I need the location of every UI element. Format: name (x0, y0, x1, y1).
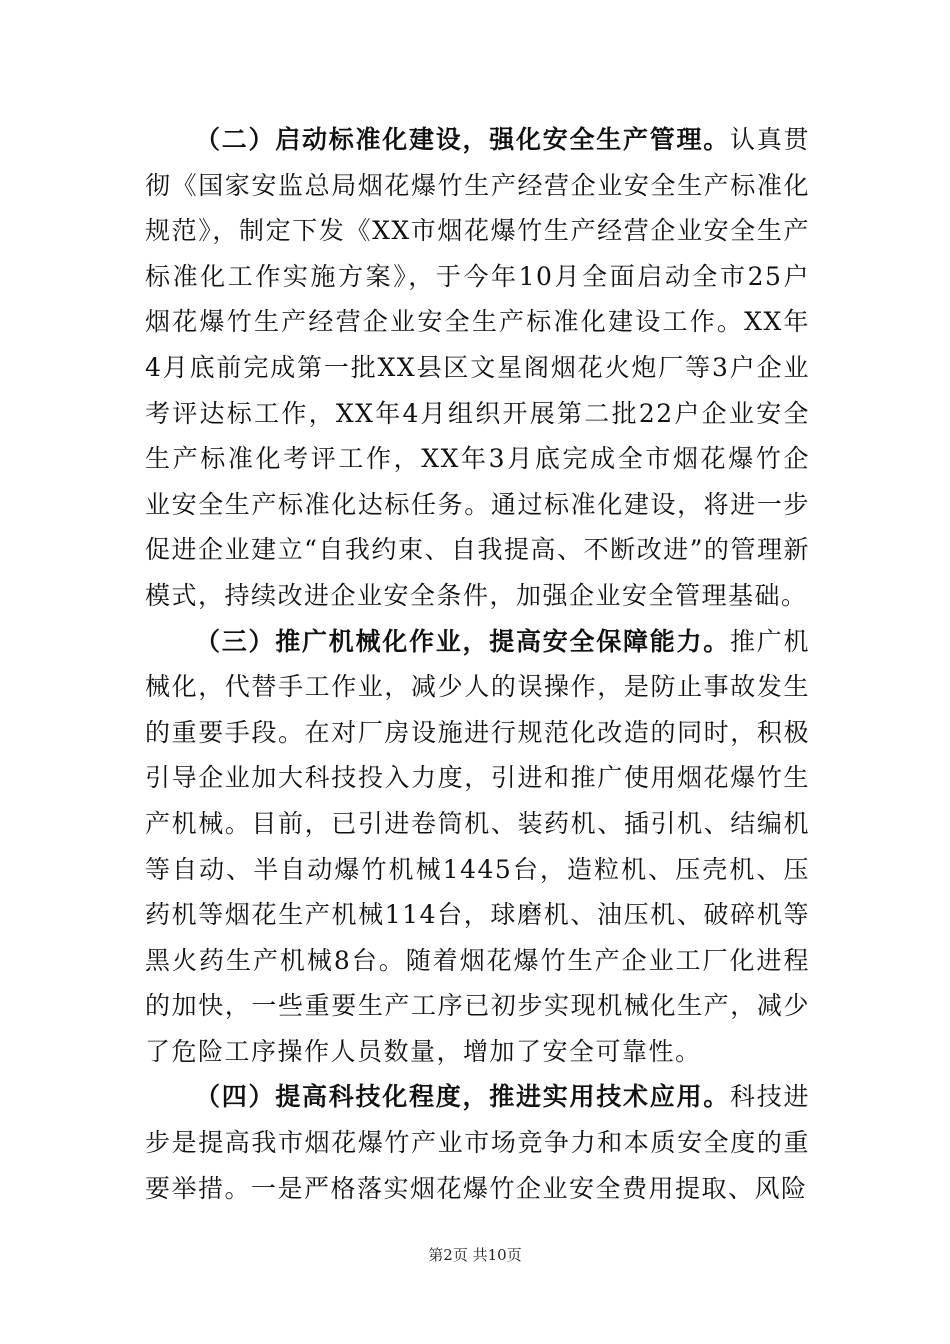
paragraph-text: 认真贯彻《国家安监总局烟花爆竹生产经营企业安全生产标准化规范》，制定下发《XX市烟花爆竹生产经营企业安全生产标准化工作实施方案》，于今年10月全面启动全市25户烟花爆竹生产经营企业安全生产标准化建设工作。XX年4月底前完成第一批XX县区文星阁烟花火炮厂等3户企业考评达标工作，XX年4月组织开展第二批22户企业安全生产标准化考评工作，XX年3月底完成全市烟花爆竹企业安全生产标准化达标任务。通过标准化建设，将进一步促进企业建立“自我约束、自我提高、不断改进”的管理新模式，持续改进企业安全条件，加强企业安全管理基础。 (145, 125, 810, 610)
section-heading: （二）启动标准化建设，强化安全生产管理。 (195, 125, 730, 154)
paragraph-section-3 (145, 619, 810, 1075)
paragraph-section-2 (145, 117, 810, 619)
document-body (145, 117, 810, 1211)
paragraph-section-4 (145, 1074, 810, 1211)
section-heading: （四）提高科技化程度，推进实用技术应用。 (195, 1082, 730, 1112)
paragraph-text: 科技进步是提高我市烟花爆竹产业市场竞争力和本质安全度的重要举措。一是严格落实烟花爆竹企业安全费用提取、风险 (145, 1082, 810, 1203)
paragraph-text: 推广机械化，代替手工作业，减少人的误操作，是防止事故发生的重要手段。在对厂房设施进行规范化改造的同时，积极引导企业加大科技投入力度，引进和推广使用烟花爆竹生产机械。目前，已引进卷筒机、装药机、插引机、结编机等自动、半自动爆竹机械1445台，造粒机、压壳机、压药机等烟花生产机械114台，球磨机、油压机、破碎机等黑火药生产机械8台。随着烟花爆竹生产企业工厂化进程的加快，一些重要生产工序已初步实现机械化生产，减少了危险工序操作人员数量，增加了安全可靠性。 (145, 626, 810, 1066)
page-footer (0, 1244, 950, 1265)
section-heading: （三）推广机械化作业，提高安全保障能力。 (195, 626, 730, 656)
page-number: 第2页 共10页 (428, 1246, 522, 1264)
